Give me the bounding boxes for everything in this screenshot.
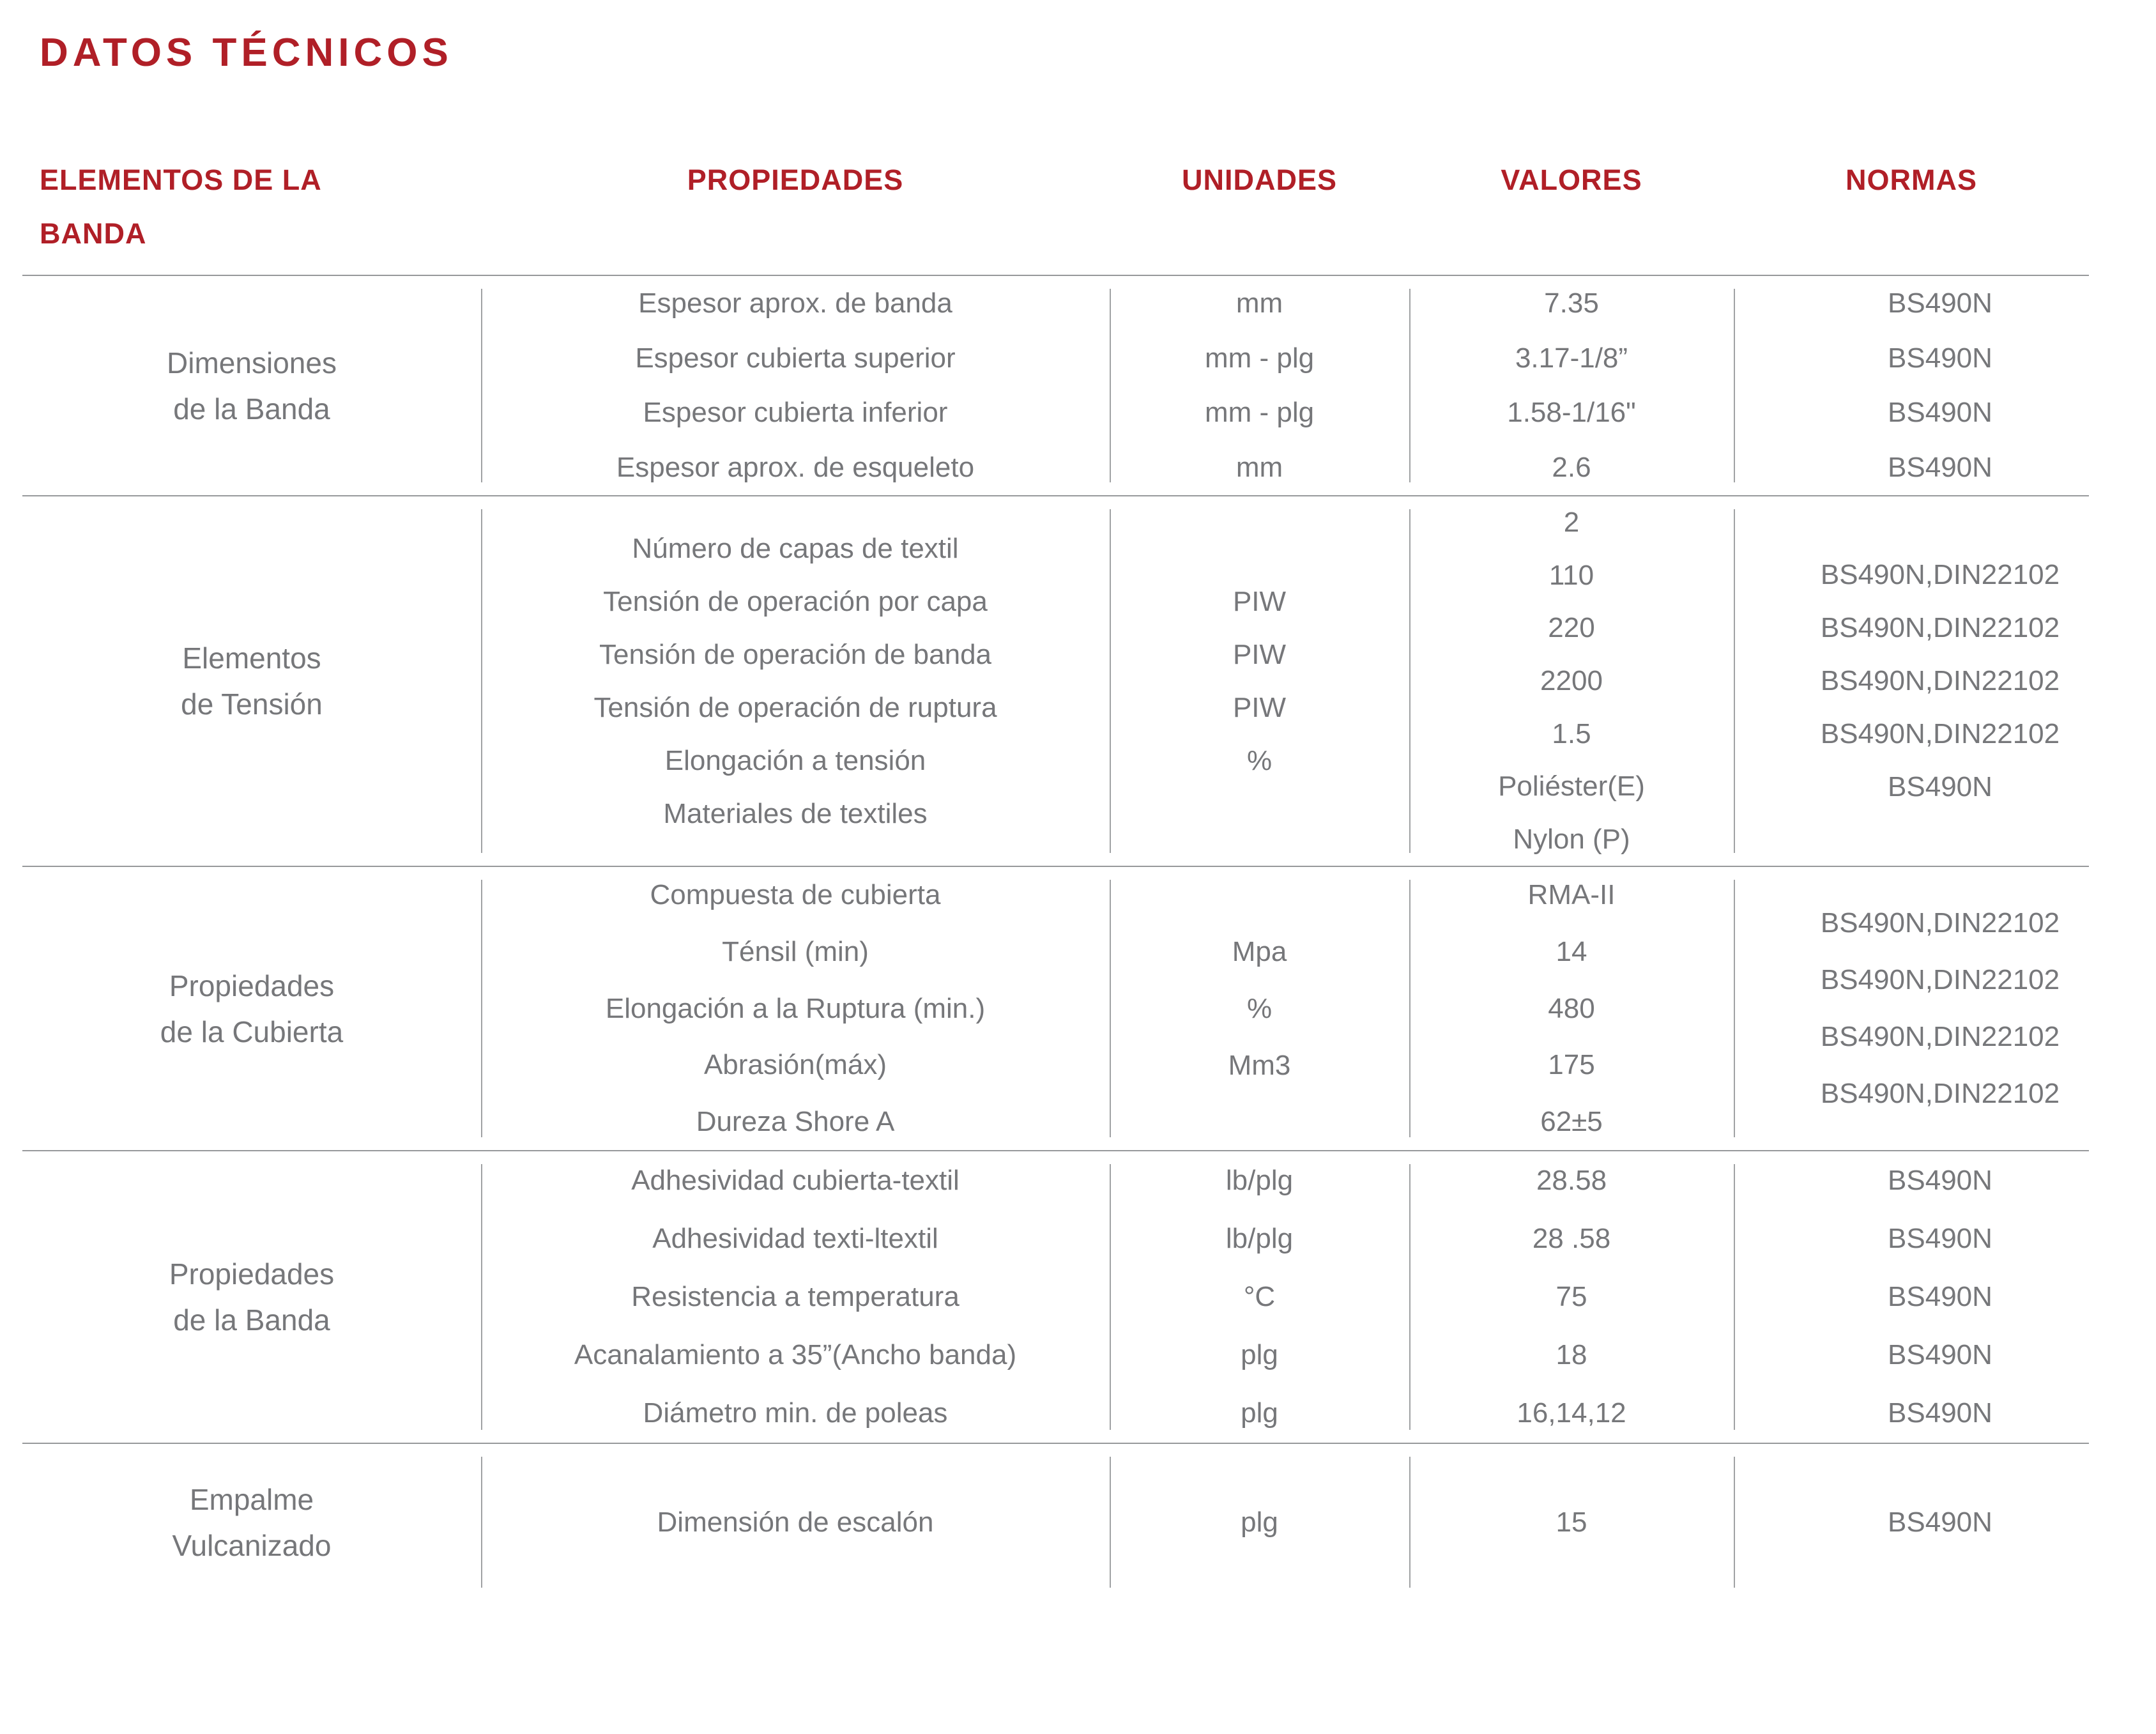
- property-label: Dimensión de escalón: [657, 1506, 934, 1538]
- data-value: 220: [1548, 612, 1595, 644]
- property-label: Tensión de operación de ruptura: [593, 691, 997, 723]
- unit-value: °C: [1243, 1281, 1276, 1312]
- dimensiones-de-la-banda-normas-cell: [1734, 276, 2089, 495]
- data-value: 1.5: [1552, 717, 1591, 749]
- unit-value: Mpa: [1232, 935, 1287, 967]
- table-group-propiedades-de-la-banda: [22, 1151, 2089, 1444]
- group-label-line: Dimensiones: [167, 346, 337, 380]
- elementos-de-tension-propiedades-cell: [481, 496, 1110, 866]
- data-value: 15: [1556, 1506, 1587, 1538]
- norma-value: BS490N: [1888, 342, 1992, 374]
- group-label-line: de la Cubierta: [160, 1015, 344, 1048]
- norma-value: BS490N: [1888, 1339, 1992, 1371]
- group-label-line: Empalme: [189, 1482, 314, 1516]
- unit-value: PIW: [1232, 585, 1287, 617]
- elementos-de-tension-unidades-cell: [1110, 496, 1409, 866]
- data-value: 2.6: [1552, 452, 1591, 484]
- column-divider: [1734, 880, 1735, 1137]
- property-label: Ténsil (min): [722, 935, 869, 967]
- column-divider: [1110, 1164, 1111, 1430]
- table-group-elementos-de-tension: [22, 496, 2089, 867]
- norma-value: BS490N: [1888, 397, 1992, 429]
- norma-value: BS490N,DIN22102: [1820, 612, 2060, 643]
- norma-value: BS490N,DIN22102: [1820, 718, 2060, 749]
- property-label: Compuesta de cubierta: [650, 879, 941, 911]
- column-divider: [481, 1457, 482, 1588]
- data-value: 18: [1556, 1339, 1587, 1371]
- property-label: Adhesividad cubierta-textil: [631, 1164, 959, 1196]
- group-label-line: Vulcanizado: [172, 1528, 332, 1562]
- column-divider: [1734, 1457, 1735, 1588]
- column-divider: [1110, 880, 1111, 1137]
- unit-value: %: [1246, 744, 1273, 776]
- column-divider: [481, 509, 482, 853]
- property-label: Acanalamiento a 35”(Ancho banda): [574, 1339, 1017, 1371]
- unit-value: plg: [1241, 1339, 1278, 1371]
- norma-value: BS490N,DIN22102: [1820, 559, 2060, 590]
- column-divider: [1110, 289, 1111, 482]
- norma-value: BS490N: [1888, 452, 1992, 484]
- empalme-vulcanizado-normas-cell: [1734, 1444, 2089, 1600]
- column-divider: [1409, 880, 1411, 1137]
- unit-value: mm - plg: [1204, 342, 1315, 374]
- dimensiones-de-la-banda-valores-cell: [1409, 276, 1734, 495]
- property-label: Elongación a tensión: [664, 744, 926, 776]
- column-header-unidades: UNIDADES: [1181, 164, 1338, 196]
- propiedades-de-la-cubierta-unidades-cell: [1110, 867, 1409, 1150]
- unit-value: lb/plg: [1225, 1164, 1294, 1196]
- elementos-de-tension-element-cell: [22, 496, 481, 866]
- empalme-vulcanizado-valores-cell: [1409, 1444, 1734, 1600]
- property-label: Abrasión(máx): [703, 1049, 887, 1081]
- property-label: Adhesividad texti-ltextil: [652, 1222, 938, 1254]
- property-label: Espesor cubierta inferior: [643, 397, 948, 429]
- unit-value: Mm3: [1228, 1049, 1291, 1081]
- column-divider: [1734, 1164, 1735, 1430]
- unit-value: lb/plg: [1225, 1222, 1294, 1254]
- empalme-vulcanizado-propiedades-cell: [481, 1444, 1110, 1600]
- propiedades-de-la-banda-unidades-cell: [1110, 1151, 1409, 1443]
- data-value: 480: [1548, 992, 1595, 1024]
- property-label: Espesor aprox. de esqueleto: [616, 452, 975, 484]
- propiedades-de-la-cubierta-propiedades-cell: [481, 867, 1110, 1150]
- propiedades-de-la-banda-valores-cell: [1409, 1151, 1734, 1443]
- column-divider: [481, 1164, 482, 1430]
- data-value: 3.17-1/8”: [1515, 342, 1628, 374]
- norma-value: BS490N: [1888, 1222, 1992, 1254]
- elementos-de-tension-valores-cell: [1409, 496, 1734, 866]
- group-label-line: de Tensión: [181, 687, 323, 721]
- norma-value: BS490N: [1888, 287, 1992, 319]
- data-value: 7.35: [1544, 287, 1599, 319]
- column-header-elementos-de-la-banda: [22, 153, 481, 275]
- technical-data-table: [22, 73, 2089, 1600]
- column-divider: [1409, 509, 1411, 853]
- norma-value: BS490N: [1888, 1397, 1992, 1429]
- norma-value: BS490N: [1888, 1506, 1992, 1538]
- page: [0, 33, 2156, 1734]
- column-header-normas: NORMAS: [1846, 164, 1977, 196]
- group-label-line: Elementos: [182, 641, 321, 675]
- column-header-propiedades: PROPIEDADES: [687, 164, 904, 196]
- group-label-line: de la Banda: [173, 392, 330, 426]
- property-label: Tensión de operación de banda: [599, 638, 992, 670]
- unit-value: PIW: [1232, 638, 1287, 670]
- table-group-propiedades-de-la-cubierta: [22, 867, 2089, 1151]
- property-label: Espesor cubierta superior: [635, 342, 956, 374]
- dimensiones-de-la-banda-propiedades-cell: [481, 276, 1110, 495]
- data-value: RMA-II: [1527, 879, 1616, 911]
- unit-value: plg: [1241, 1506, 1278, 1538]
- empalme-vulcanizado-unidades-cell: [1110, 1444, 1409, 1600]
- column-divider: [1110, 1457, 1111, 1588]
- data-value: Nylon (P): [1513, 823, 1630, 855]
- property-label: Número de capas de textil: [632, 532, 959, 564]
- data-value: 175: [1548, 1049, 1595, 1081]
- column-divider: [481, 289, 482, 482]
- norma-value: BS490N,DIN22102: [1820, 1078, 2060, 1109]
- norma-value: BS490N,DIN22102: [1820, 964, 2060, 995]
- unit-value: plg: [1241, 1397, 1278, 1429]
- property-label: Materiales de textiles: [663, 797, 928, 829]
- data-value: 28.58: [1536, 1164, 1607, 1196]
- column-divider: [1409, 289, 1411, 482]
- unit-value: %: [1246, 992, 1273, 1024]
- table-header-row: [22, 73, 2089, 276]
- unit-value: PIW: [1232, 691, 1287, 723]
- propiedades-de-la-banda-normas-cell: [1734, 1151, 2089, 1443]
- data-value: Poliéster(E): [1498, 771, 1645, 802]
- group-label-line: de la Banda: [173, 1303, 330, 1337]
- data-value: 1.58-1/16": [1507, 397, 1636, 429]
- dimensiones-de-la-banda-element-cell: [22, 276, 481, 495]
- group-label-line: Propiedades: [169, 969, 335, 1002]
- norma-value: BS490N,DIN22102: [1820, 907, 2060, 939]
- group-label-line: Propiedades: [169, 1257, 335, 1291]
- data-value: 75: [1556, 1281, 1587, 1312]
- table-group-dimensiones-de-la-banda: [22, 276, 2089, 496]
- data-value: 62±5: [1540, 1105, 1603, 1137]
- elementos-de-tension-normas-cell: [1734, 496, 2089, 866]
- data-value: 110: [1548, 559, 1594, 591]
- data-value: 16,14,12: [1517, 1397, 1626, 1429]
- unit-value: mm: [1235, 287, 1283, 319]
- data-value: 2200: [1540, 665, 1603, 696]
- page-title: DATOS TÉCNICOS: [40, 31, 453, 75]
- property-label: Dureza Shore A: [696, 1105, 895, 1137]
- column-divider: [1409, 1457, 1411, 1588]
- norma-value: BS490N: [1888, 1164, 1992, 1196]
- column-header-valores: VALORES: [1501, 164, 1642, 196]
- column-header-text: ELEMENTOS DE LA BANDA: [40, 164, 321, 250]
- empalme-vulcanizado-element-cell: [22, 1444, 481, 1600]
- column-divider: [1110, 509, 1111, 853]
- norma-value: BS490N,DIN22102: [1820, 665, 2060, 696]
- data-value: 28 .58: [1532, 1222, 1611, 1254]
- property-label: Espesor aprox. de banda: [638, 287, 952, 319]
- propiedades-de-la-banda-propiedades-cell: [481, 1151, 1110, 1443]
- column-divider: [481, 880, 482, 1137]
- propiedades-de-la-banda-element-cell: [22, 1151, 481, 1443]
- table-group-empalme-vulcanizado: [22, 1444, 2089, 1600]
- unit-value: mm - plg: [1204, 397, 1315, 429]
- propiedades-de-la-cubierta-element-cell: [22, 867, 481, 1150]
- propiedades-de-la-cubierta-normas-cell: [1734, 867, 2089, 1150]
- table-body: [22, 276, 2089, 1600]
- data-value: 14: [1556, 935, 1587, 967]
- property-label: Tensión de operación por capa: [603, 585, 988, 617]
- column-divider: [1409, 1164, 1411, 1430]
- propiedades-de-la-cubierta-valores-cell: [1409, 867, 1734, 1150]
- dimensiones-de-la-banda-unidades-cell: [1110, 276, 1409, 495]
- property-label: Resistencia a temperatura: [631, 1281, 959, 1312]
- norma-value: BS490N: [1888, 1281, 1992, 1312]
- unit-value: mm: [1235, 452, 1283, 484]
- property-label: Elongación a la Ruptura (min.): [605, 992, 986, 1024]
- norma-value: BS490N: [1888, 771, 1992, 802]
- column-divider: [1734, 289, 1735, 482]
- data-value: 2: [1563, 507, 1580, 539]
- property-label: Diámetro min. de poleas: [643, 1397, 948, 1429]
- column-divider: [1734, 509, 1735, 853]
- norma-value: BS490N,DIN22102: [1820, 1021, 2060, 1052]
